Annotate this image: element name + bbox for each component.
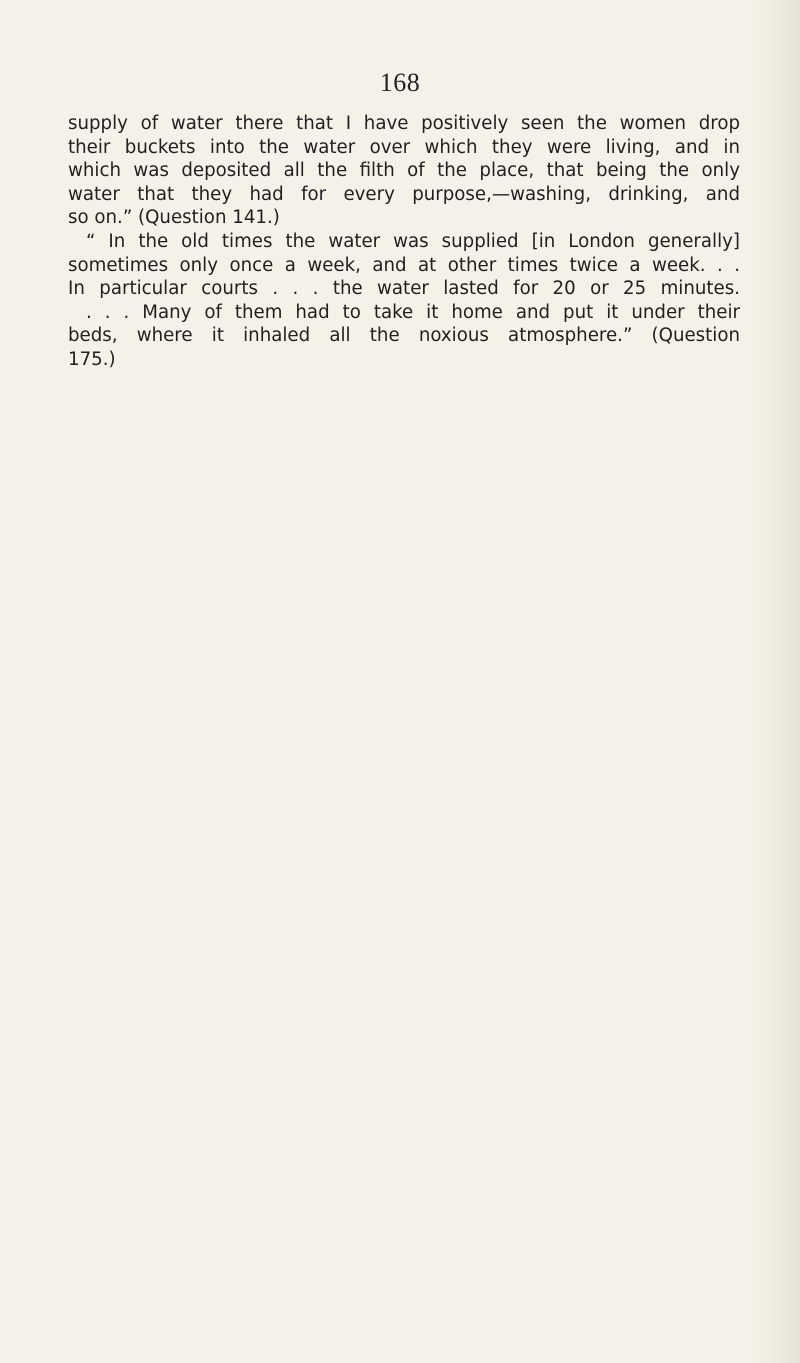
text-line: 175.) bbox=[68, 348, 116, 370]
text-line: In particular courts . . . the water lasted for 20 or 25 minutes. bbox=[68, 278, 740, 300]
text-line: their buckets into the water over which they were living, and in bbox=[68, 136, 740, 158]
text-line: beds, where it inhaled all the noxious atmosphere.” (Question bbox=[68, 325, 740, 347]
text-line: supply of water there that I have positively seen the women drop bbox=[68, 113, 740, 134]
text-line: sometimes only once a week, and at other times twice a week. . . bbox=[68, 254, 740, 276]
body-text bbox=[68, 112, 740, 372]
text-line: . . . Many of them had to take it home and put it under their bbox=[86, 301, 740, 323]
page-number: 168 bbox=[379, 68, 421, 97]
text-line: “ In the old times the water was supplied [in London generally] bbox=[86, 230, 740, 252]
text-line: so on.” (Question 141.) bbox=[68, 207, 280, 229]
text-line: water that they had for every purpose,—washing, drinking, and bbox=[68, 183, 740, 205]
text-line: which was deposited all the filth of the place, that being the only bbox=[68, 160, 740, 182]
